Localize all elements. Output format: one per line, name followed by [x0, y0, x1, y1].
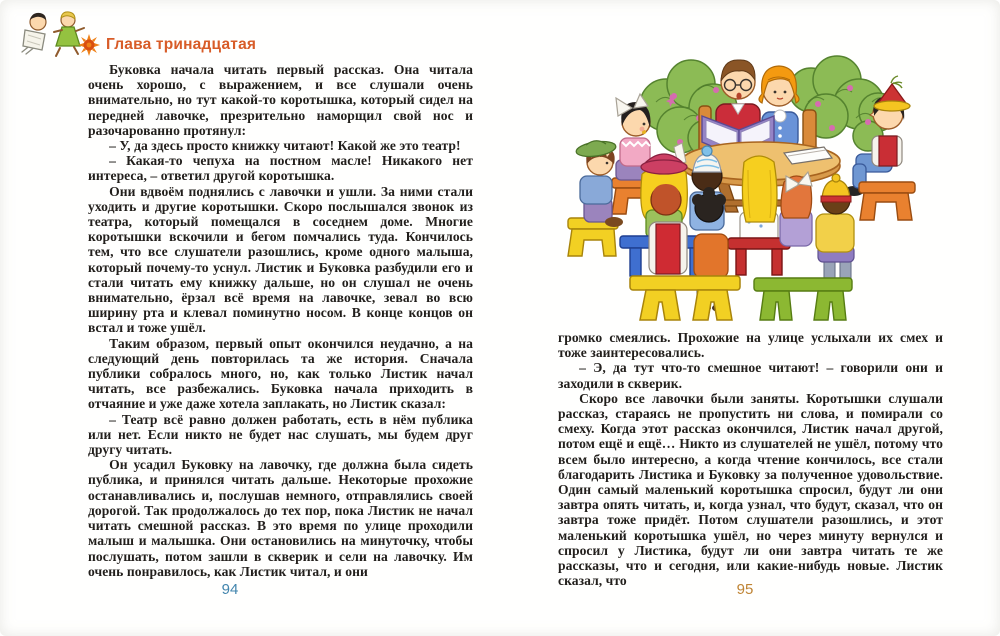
paragraph: Он усадил Буковку на лавочку, где должна была сидеть публика, и принялся читать дальше. Некоторые прохожие останавливались и, послушав немного, отправлялись своей дорогой. Так продолжалось до тех пор, пока Листик не начал читать смешной рассказ. В это время по улице проходили малыш и малышка. Они остановились на минуточку, чтобы послушать, потом зашли в скверик и сели на лавочку. Им очень понравилось, как Листик читал, и они [88, 457, 473, 579]
paragraph: Таким образом, первый опыт окончился неудачно, а на следующий день повторилась та же история. Сначала публики собралось много, но, как только Листик начал читать, все разбежались. Буковка начала приходить в отчаяние и уже даже хотела заплакать, но Листик сказал: [88, 335, 473, 412]
right-page-number: 95 [736, 581, 754, 598]
right-page-text [558, 330, 943, 588]
paragraph: – У, да здесь просто книжку читают! Какой же это театр! [109, 138, 461, 154]
paragraph: Буковка начала читать первый рассказ. Она читала очень хорошо, с выражением, и все слушали очень внимательно, но тут какой-то коротышка, который сидел на передней лавочке, презрительно наморщил свой нос и разочарованно протянул: [88, 62, 473, 138]
paragraph: – Театр всё равно должен работать, есть в нём публика или нет. Если никто не будет нас слушать, мы будем друг другу читать. [88, 411, 473, 458]
sun-icon [78, 34, 100, 56]
boy-red-shirt [649, 184, 687, 274]
chapter-title: Глава тринадцатая [106, 36, 257, 53]
paragraph: – Э, да тут что-то смешное читают! – говорили они и заходили в скверик. [558, 360, 943, 391]
left-page-text [88, 62, 473, 579]
green-bench [754, 278, 852, 320]
story-reading-illustration [556, 50, 954, 328]
paragraph: Они вдвоём поднялись с лавочки и ушли. За ними стали уходить и другие коротышки. Скоро послышался звонок из театра, который помещался в соседнем доме. Многие коротышки вскочили и бегом помчались туда. Кончилось тем, что все слушатели разошлись, кроме одного малыша, который почему-то уснул. Листик и Буковка разбудили его и стали читать ему книжку дальше, но он слушал не очень внимательно, ёрзал всё время на лавочке, зевал во всю ширину рта и клевал поминутно носом. В конце концов он встал и тоже ушёл. [88, 183, 473, 336]
paragraph: громко смеялись. Прохожие на улице услыхали их смех и тоже заинтересовались. [558, 330, 943, 361]
paragraph: – Какая-то чепуха на постном масле! Никакого нет интереса, – ответил другой коротышка. [88, 153, 473, 184]
girl-white-bow [780, 172, 812, 246]
yellow-bench [630, 276, 740, 320]
paragraph: Скоро все лавочки были заняты. Коротышки слушали рассказ, стараясь не пропустить ни слова, и помирали со смеху. Когда этот рассказ окончился, Листик начал другой, потом ещё и ещё… Никто из слушателей не ушёл, потому что всем было интересно, а когда чтение кончилось, все стали благодарить Листика и Буковку за полученное удовольствие. Один самый маленький коротышка спросил, будут ли они завтра опять читать, и, когда узнал, что будут, сказал, что он завтра тоже придёт. Потом слушатели разошлись, и этот маленький коротышка ушёл, но через минуту вернулся и спросил у Листика, будут ли они завтра читать те же рассказы, что и сегодня, или какие-нибудь новые. Листик сказал, что [558, 390, 943, 589]
boy-yellow-beanie [816, 174, 854, 282]
girl-long-blonde [740, 156, 778, 244]
chapter-header [12, 6, 256, 60]
red-bench [728, 238, 790, 275]
left-page-number: 94 [221, 581, 239, 598]
